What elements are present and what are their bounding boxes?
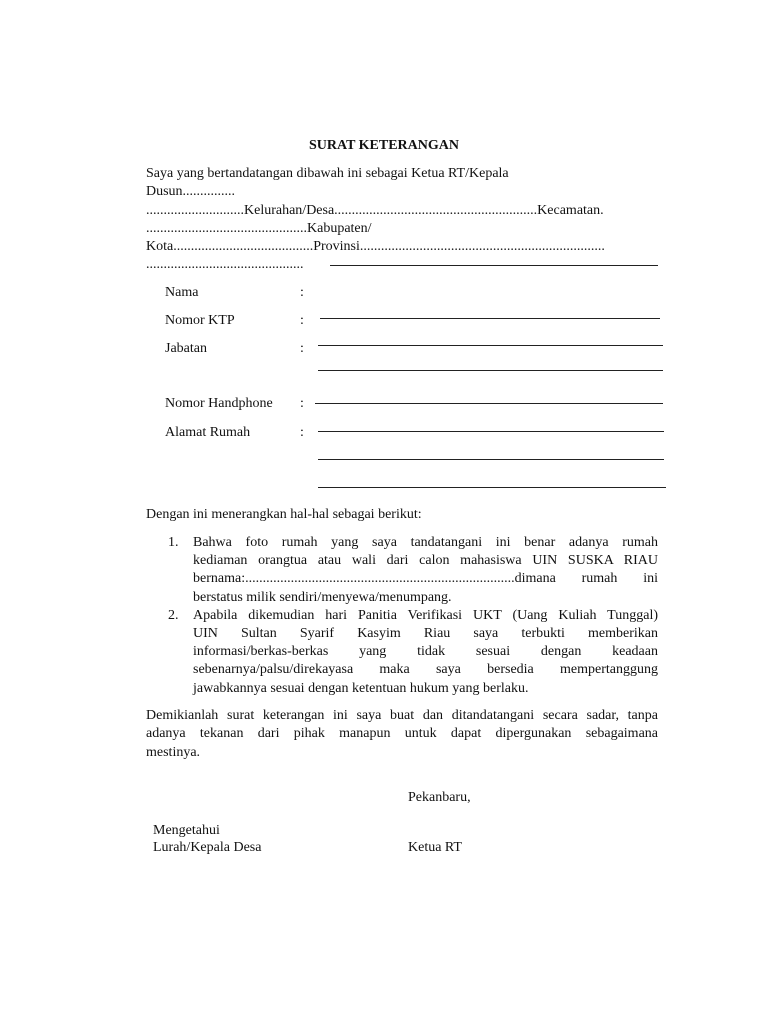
field-colon: : (300, 396, 304, 411)
list-line: jawabkannya sesuai dengan ketentuan hukum yang berlaku. (193, 680, 529, 696)
alamat-rumah-line-2 (318, 459, 664, 460)
field-label-nomor-ktp: Nomor KTP (165, 313, 235, 328)
statement-list (146, 534, 658, 698)
page-title: SURAT KETERANGAN (308, 138, 459, 153)
nomor-handphone-line (315, 403, 663, 404)
intro-line: ............................................. (146, 257, 304, 273)
statement-intro: Dengan ini menerangkan hal-hal sebagai berikut: (146, 507, 422, 522)
list-number: 1. (168, 535, 179, 550)
intro-line: Saya yang bertandatangan dibawah ini sebagai Ketua RT/Kepala (146, 166, 509, 181)
place-date: Pekanbaru, (408, 790, 471, 805)
list-line: kediaman orangtua atau wali dari calon mahasiswa UIN SUSKA RIAU (193, 553, 658, 569)
field-colon: : (300, 425, 304, 440)
list-line: berstatus milik sendiri/menyewa/menumpang. (193, 589, 452, 605)
intro-line: Kota........................................Provinsi...................................................................... (146, 239, 605, 255)
intro-line: Dusun............... (146, 184, 236, 200)
alamat-rumah-line (318, 431, 664, 432)
closing-line: Demikianlah surat keterangan ini saya buat dan ditandatangani secara sadar, tanpa (146, 708, 658, 723)
list-line: Bahwa foto rumah yang saya tandatangani ini benar adanya rumah (193, 535, 658, 550)
alamat-rumah-line-3 (318, 487, 666, 488)
field-label-alamat-rumah: Alamat Rumah (165, 425, 251, 440)
jabatan-line (318, 345, 663, 346)
list-item (146, 534, 658, 607)
nomor-ktp-line (320, 318, 660, 319)
closing-paragraph (146, 707, 658, 762)
intro-paragraph (146, 165, 658, 275)
jabatan-line-2 (318, 370, 663, 371)
intro-underline (330, 265, 658, 266)
intro-line: ............................Kelurahan/Desa..........................................................Kecamatan. (146, 202, 604, 218)
list-number: 2. (168, 607, 179, 623)
list-line: sebenarnya/palsu/direkayasa maka saya bersedia mempertanggung (193, 662, 658, 678)
closing-line: adanya tekanan dari pihak manapun untuk dapat dipergunakan sebagaimana (146, 726, 658, 742)
field-label-nama: Nama (165, 285, 199, 300)
field-colon: : (300, 313, 304, 328)
intro-line: ..............................................Kabupaten/ (146, 220, 372, 236)
signature-right-role: Ketua RT (408, 840, 462, 855)
list-item (146, 607, 658, 698)
list-line: UIN Sultan Syarif Kasyim Riau saya terbukti memberikan (193, 625, 658, 641)
signature-left-line1: Mengetahui (153, 823, 220, 838)
field-colon: : (300, 285, 304, 300)
list-line: informasi/berkas-berkas yang tidak sesuai dengan keadaan (193, 644, 658, 660)
field-colon: : (300, 341, 304, 356)
field-label-nomor-handphone: Nomor Handphone (165, 396, 273, 411)
list-line: bernama:.............................................................................dimana rumah ini (193, 571, 658, 587)
field-label-jabatan: Jabatan (165, 341, 207, 356)
closing-line: mestinya. (146, 744, 201, 760)
signature-left-line2: Lurah/Kepala Desa (153, 840, 262, 855)
list-line: Apabila dikemudian hari Panitia Verifikasi UKT (Uang Kuliah Tunggal) (193, 607, 658, 623)
